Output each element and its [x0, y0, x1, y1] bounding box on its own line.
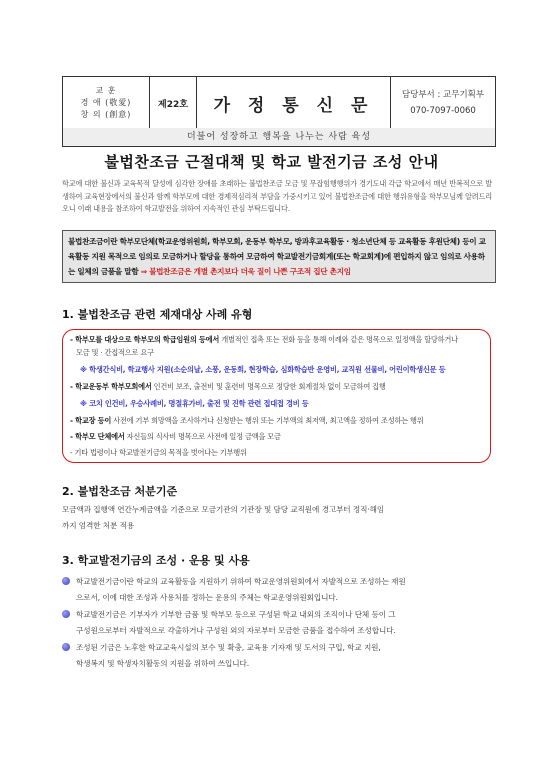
case-line	[70, 335, 458, 345]
newsletter-title: 가 정 통 신 문	[197, 77, 391, 129]
section-3-heading: 3. 학교발전기금의 조성 · 운용 및 사용	[62, 554, 250, 567]
definition-box	[62, 230, 496, 283]
case-line	[76, 348, 154, 358]
case-detail: 사전에 기부 희망액을 조사하거나 신청받는 행위 또는 기부액의 최저액, 최고액을 정하여 조성하는 행위	[111, 416, 424, 425]
case-line	[70, 382, 386, 392]
case-subject: - 학부모 단체에서	[70, 432, 125, 441]
case-line	[70, 448, 247, 458]
case-note	[80, 365, 445, 375]
department-name: 담당부서 : 교무기획부	[401, 90, 485, 100]
definition-text: 불법찬조금이란 학부모단체(학교운영위원회, 학부모회, 운동부 학부모, 방과후교육활동 · 청소년단체 등 교육활동 후원단체) 등이 교육활동 지원 목적으로 임의로 모금하거나 할당을 통하여 모금하여 학교발전기금회계(또는 학교회계)에 편입하지 않고 임의로 사용하는 일체의 금품을 말함	[68, 237, 486, 276]
case-note-text: ※ 코치 인건비, 우승사례비, 명절휴가비, 출전 및 진학 관련 접대접 경비 등	[80, 399, 309, 408]
header-table	[62, 76, 496, 130]
case-subject: - 학교운동부 학부모회에서	[70, 382, 152, 391]
bullet-icon	[62, 643, 70, 651]
bullet-line-2: 으로서, 이에 대한 조성과 사용처를 정하는 운용의 주체는 학교운영위원회입니다.	[76, 592, 338, 602]
bullet-line-2: 학생복지 및 학생자치활동의 지원을 위하여 쓰입니다.	[76, 658, 250, 668]
case-note	[80, 399, 309, 409]
department-phone: 070-7097-0060	[410, 106, 476, 116]
case-subject: - 학교장 등이	[70, 416, 112, 425]
bullet-line-1: 학교발전기금은 기부자가 기부한 금품 및 학부모 등으로 구성된 학교 내외의 조직이나 단체 등이 그	[76, 610, 396, 619]
bullet-line-2: 구성원으로부터 자발적으로 갹출하거나 구성원 외의 자로부터 모금한 금품을 접수하여 조성합니다.	[76, 625, 396, 635]
school-slogan: 더불어 성장하고 행복을 나누는 사람 육성	[62, 128, 496, 147]
case-note-text: ※ 학생간식비, 학교행사 지원(소순의날, 소풍, 운동회, 현장학습, 심화학습반 운영비, 교직원 선물비, 어린이학생신문 등	[80, 365, 446, 374]
case-detail: 모금 및 · 간접적으로 요구	[76, 348, 154, 357]
section-1-heading: 1. 불법찬조금 관련 제재대상 사례 유형	[62, 308, 253, 321]
case-line	[70, 432, 281, 442]
school-motto	[63, 77, 150, 129]
case-detail: - 기타 법령이나 학교발전기금의 목적을 벗어나는 기부행위	[70, 448, 247, 457]
case-detail: 개별적인 접촉 또는 전화 등을 통해 이례와 같은 명목으로 일정액을 할당하거나	[219, 335, 458, 344]
department-info	[391, 77, 495, 129]
page-title: 불법찬조금 근절대책 및 학교 발전기금 조성 안내	[104, 153, 439, 171]
case-detail: 자신들의 식사비 명목으로 사전에 일정 금액을 모금	[124, 432, 281, 441]
bullet-icon	[62, 610, 70, 618]
bullet-line-1: 조성된 기금은 노후한 학교교육시설의 보수 및 확충, 교육용 기자재 및 도서의 구입, 학교 지원,	[76, 643, 381, 652]
intro-paragraph: 학교에 대한 불신과 교육목적 달성에 심각한 장애를 초래하는 불법찬조금 모금 및 무잡힘행행위가 경기도내 각급 학교에서 매년 반복적으로 발생하여 교육현장에서의 불신과 함께 학부모에 대한 경제적심리적 부담을 가중시키고 있어 불법찬조금에 대한 행위유형을 학부모님께 알려드리오니 이래 내용을 참조하여 학교발전을 위하여 지속적인 관심 부탁드립니다.	[62, 179, 492, 213]
bullet-line-1: 학교발전기금이란 학교의 교육활동을 지원하기 위하여 학교운영위원회에서 자발적으로 조성하는 재원	[76, 577, 406, 586]
bullet-icon	[62, 577, 70, 585]
motto-label: 교 훈	[95, 86, 117, 95]
fund-bullet	[62, 607, 492, 638]
section-2-text-line-1: 모금액과 집행액 연간누계금액을 기준으로 모금기관의 기관장 및 담당 교직원에 경고부터 정직·해임	[62, 505, 385, 514]
fund-bullet	[62, 574, 492, 605]
case-subject: - 학부모를 대상으로 학부모의 학급임원의 등에서	[70, 335, 220, 344]
issue-number: 제22호	[150, 77, 197, 129]
motto-line-2: 창 의 (創意)	[80, 110, 132, 119]
section-2-heading: 2. 불법찬조금 처분기준	[62, 485, 178, 498]
definition-emphasis: ⇒ 불법찬조금은 개별 촌지보다 더욱 질이 나쁜 구조적 집단 촌지임	[140, 267, 351, 276]
case-line	[70, 416, 424, 426]
motto-line-1: 경 애 (敬愛)	[80, 98, 132, 107]
case-detail: 인건비 보조, 출전비 및 훈련비 명목으로 정당한 회계절차 없이 모금하여 집행	[151, 382, 386, 391]
fund-bullet	[62, 640, 492, 671]
section-2-text-line-2: 까지 엄격한 처분 적용	[62, 521, 135, 530]
